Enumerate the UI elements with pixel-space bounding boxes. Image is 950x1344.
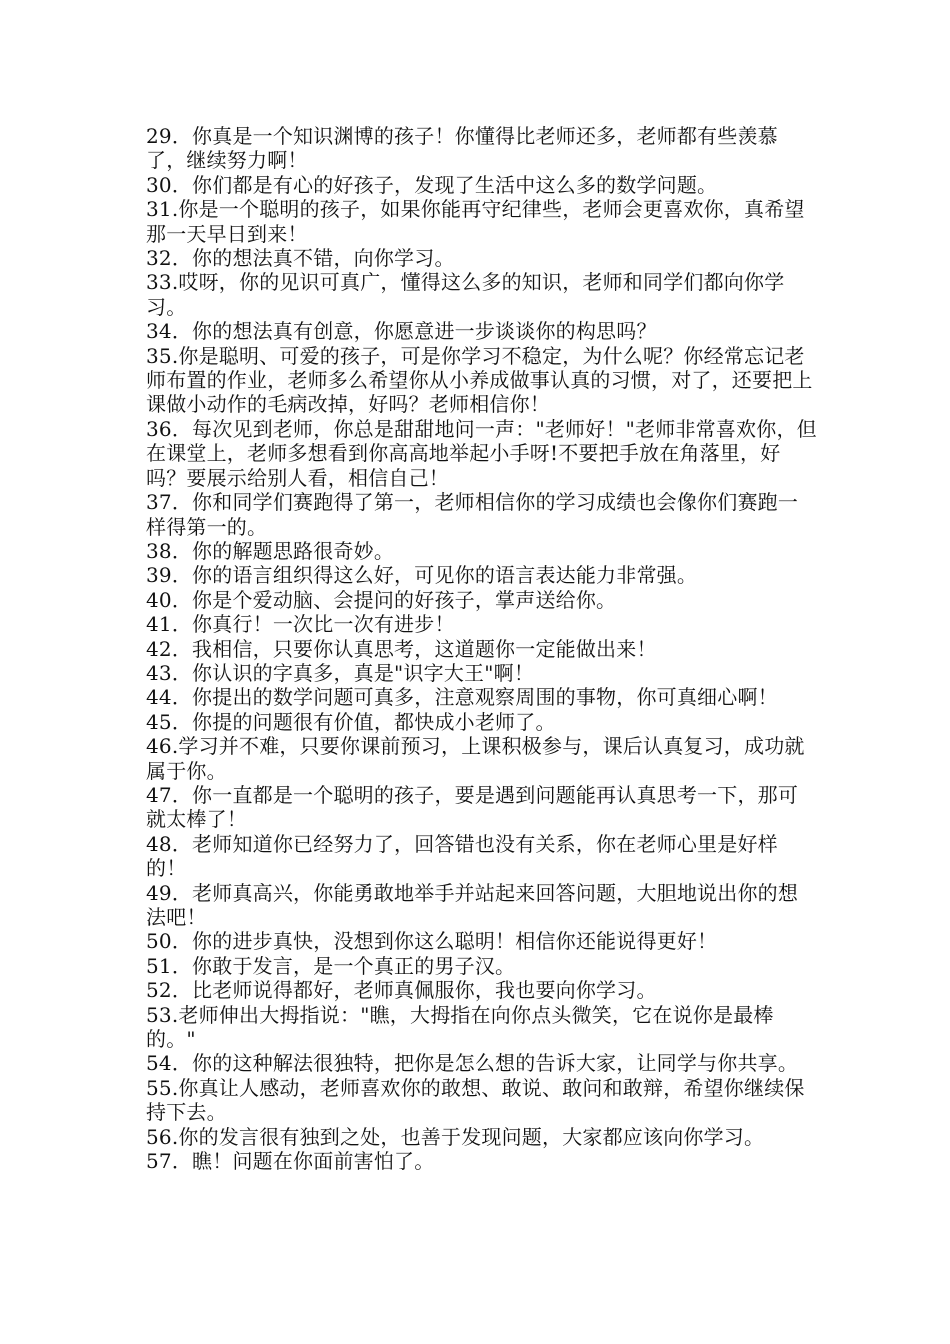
list-item: 35.你是聪明、可爱的孩子，可是你学习不稳定，为什么呢？你经常忘记老师布置的作业，老师多么希望你从小养成做事认真的习惯，对了，还要把上课做小动作的毛病改掉，好吗？老师相信你！	[146, 343, 813, 417]
list-item: 33.哎呀，你的见识可真广，懂得这么多的知识，老师和同学们都向你学习。	[146, 270, 785, 319]
list-item: 40．你是个爱动脑、会提问的好孩子，掌声送给你。	[146, 587, 617, 612]
list-item: 36．每次见到老师，你总是甜甜地问一声："老师好！"老师非常喜欢你，但在课堂上，老师多想看到你高高地举起小手呀!不要把手放在角落里，好吗？要展示给别人看，相信自己！	[146, 416, 817, 490]
list-item: 43．你认识的字真多，真是"识字大王"啊！	[146, 660, 535, 685]
list-item: 44．你提出的数学问题可真多，注意观察周围的事物，你可真细心啊！	[146, 685, 778, 710]
list-item: 38．你的解题思路很奇妙。	[146, 538, 395, 563]
list-item: 48．老师知道你已经努力了，回答错也没有关系，你在老师心里是好样的！	[146, 831, 778, 881]
list-item: 32．你的想法真不错，向你学习。	[146, 246, 455, 271]
list-item: 29．你真是一个知识渊博的孩子！你懂得比老师还多，老师都有些羡慕了，继续努力啊！	[146, 124, 778, 173]
list-item: 31.你是一个聪明的孩子，如果你能再守纪律些，老师会更喜欢你，真希望那一天早日到来！	[146, 197, 805, 246]
list-item: 39．你的语言组织得这么好，可见你的语言表达能力非常强。	[146, 563, 698, 588]
list-item: 54．你的这种解法很独特，把你是怎么想的告诉大家，让同学与你共享。	[146, 1051, 799, 1076]
document-body	[146, 124, 818, 1173]
list-item: 57．瞧！问题在你面前害怕了。	[146, 1149, 435, 1174]
list-item: 51．你敢于发言，是一个真正的男子汉。	[146, 953, 516, 978]
list-item: 45．你提的问题很有价值，都快成小老师了。	[146, 709, 556, 734]
list-item: 53.老师伸出大拇指说："瞧，大拇指在向你点头微笑，它在说你是最棒的。"	[146, 1002, 774, 1052]
list-item: 47．你一直都是一个聪明的孩子，要是遇到问题能再认真思考一下，那可就太棒了！	[146, 782, 799, 832]
list-item: 55.你真让人感动，老师喜欢你的敢想、敢说、敢问和敢辩，希望你继续保持下去。	[146, 1075, 805, 1125]
list-item: 37．你和同学们赛跑得了第一，老师相信你的学习成绩也会像你们赛跑一样得第一的。	[146, 490, 799, 539]
list-item: 34．你的想法真有创意，你愿意进一步谈谈你的构思吗？	[146, 319, 657, 344]
list-item: 46.学习并不难，只要你课前预习，上课积极参与，课后认真复习，成功就属于你。	[146, 734, 805, 783]
list-item: 52．比老师说得都好，老师真佩服你，我也要向你学习。	[146, 978, 657, 1003]
list-item: 50．你的进步真快，没想到你这么聪明！相信你还能说得更好！	[146, 929, 718, 954]
list-item: 42．我相信，只要你认真思考，这道题你一定能做出来！	[146, 636, 657, 661]
list-item: 30．你们都是有心的好孩子，发现了生活中这么多的数学问题。	[146, 172, 718, 197]
list-item: 41．你真行！一次比一次有进步！	[146, 612, 455, 637]
list-item: 56.你的发言很有独到之处，也善于发现问题，大家都应该向你学习。	[146, 1124, 765, 1149]
list-item: 49．老师真高兴，你能勇敢地举手并站起来回答问题，大胆地说出你的想法吧！	[146, 880, 799, 929]
